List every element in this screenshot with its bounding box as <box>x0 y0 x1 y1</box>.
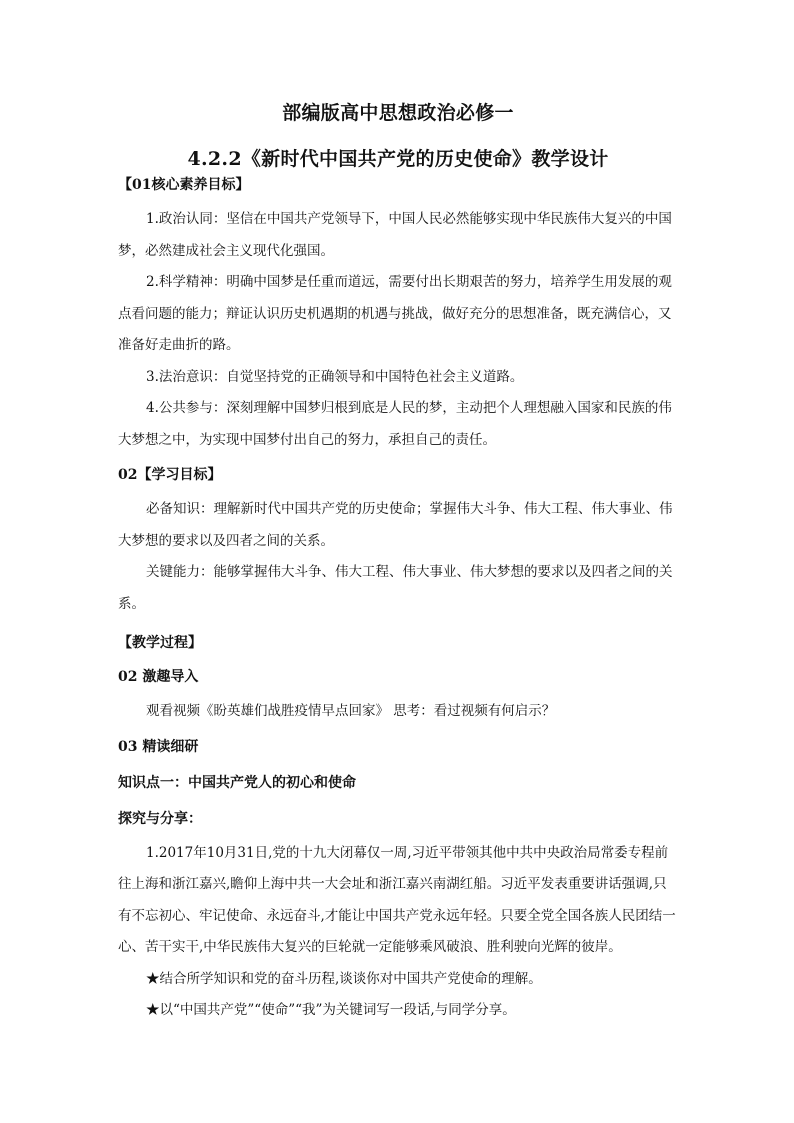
paragraph-key-ability: 关键能力：能够掌握伟大斗争、伟大工程、伟大事业、伟大梦想的要求以及四者之间的关系。 <box>118 564 673 612</box>
paragraph-public-participation: 4.公共参与：深刻理解中国梦归根到底是人民的梦，主动把个人理想融入国家和民族的伟大梦想之中，为实现中国梦付出自己的努力，承担自己的责任。 <box>118 400 672 448</box>
document-title: 部编版高中思想政治必修一 <box>282 102 514 124</box>
explore-share-label: 探究与分享： <box>118 810 202 827</box>
paragraph-essential-knowledge: 必备知识：理解新时代中国共产党的历史使命；掌握伟大斗争、伟大工程、伟大事业、伟大梦想的要求以及四者之间的关系。 <box>118 501 673 549</box>
paragraph-history-event: 1.2017年10月31日,党的十九大闭幕仅一周,习近平带领其他中共中央政治局常委专程前往上海和浙江嘉兴,瞻仰上海中共一大会址和浙江嘉兴南湖红船。习近平发表重要讲话强调,只有不忘初心、牢记使命、永远奋斗,才能让中国共产党永远年轻。只要全党全国各族人民团结一心、苦干实干,中华民族伟大复兴的巨轮就一定能够乘风破浪、胜利驶向光辉的彼岸。 <box>118 844 676 955</box>
paragraph-rule-of-law: 3.法治意识：自觉坚持党的正确领导和中国特色社会主义道路。 <box>146 368 524 385</box>
document-page <box>118 98 678 1027</box>
section-heading-core-literacy: 【01核心素养目标】 <box>118 177 250 193</box>
task-keyword-writing: ★以“中国共产党”“使命”“我”为关键词写一段话,与同学分享。 <box>146 1002 516 1018</box>
document-subtitle: 4.2.2《新时代中国共产党的历史使命》教学设计 <box>187 148 609 170</box>
section-heading-teaching-process: 【教学过程】 <box>118 635 202 651</box>
paragraph-political-identity: 1.政治认同：坚信在中国共产党领导下，中国人民必然能够实现中华民族伟大复兴的中国梦，必然建成社会主义现代化强国。 <box>118 211 672 259</box>
paragraph-video-prompt: 观看视频《盼英雄们战胜疫情早点回家》 思考：看过视频有何启示？ <box>146 703 556 719</box>
paragraph-scientific-spirit: 2.科学精神：明确中国梦是任重而道远，需要付出长期艰苦的努力，培养学生用发展的观点看问题的能力；辩证认识历史机遇期的机遇与挑战，做好充分的思想准备，既充满信心，又准备好走曲折的路。 <box>118 274 672 353</box>
section-heading-close-reading: 03 精读细研 <box>118 738 199 755</box>
knowledge-point-heading: 知识点一：中国共产党人的初心和使命 <box>118 774 356 791</box>
section-heading-learning-goals: 02【学习目标】 <box>118 467 222 483</box>
task-mission-understanding: ★结合所学知识和党的奋斗历程,谈谈你对中国共产党使命的理解。 <box>146 970 542 987</box>
section-heading-introduction: 02 激趣导入 <box>118 669 199 685</box>
